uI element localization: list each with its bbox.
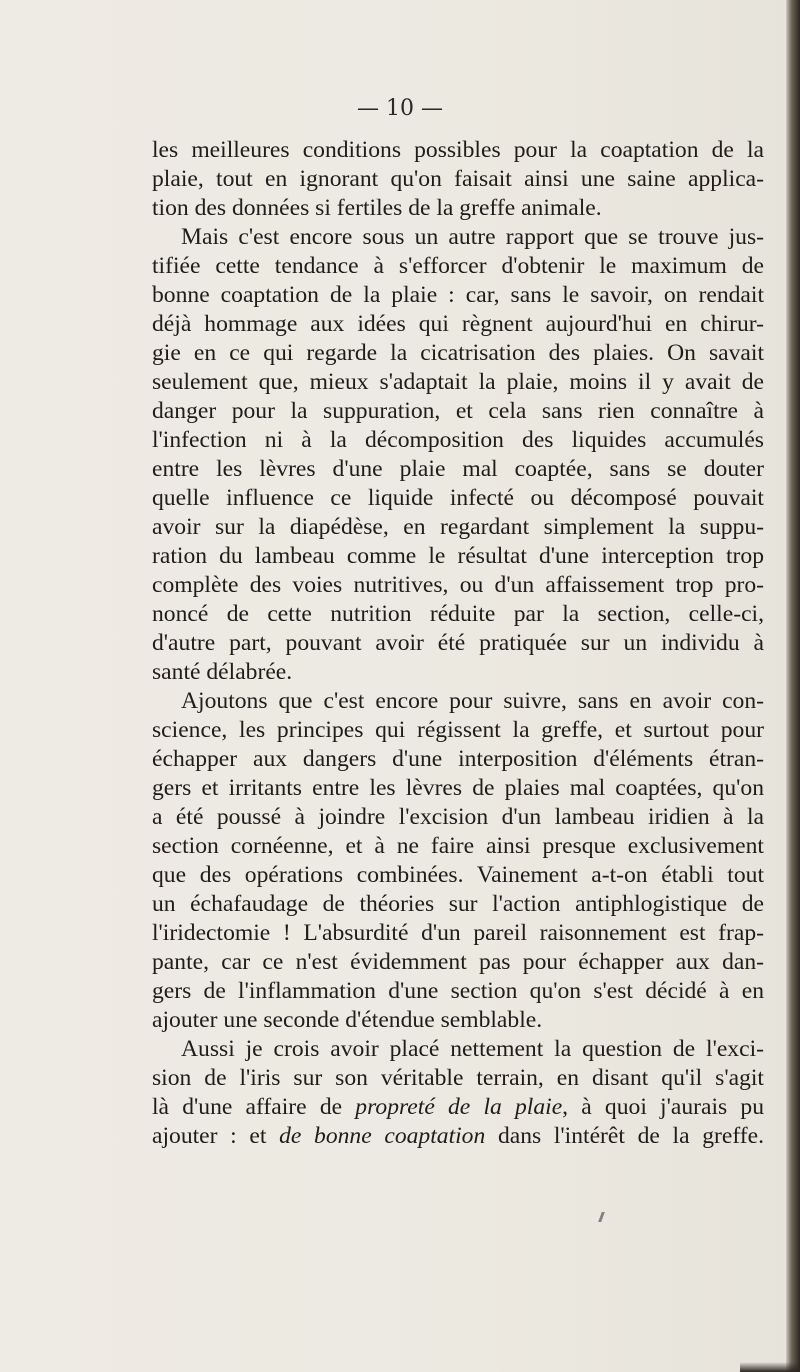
text-line: section cornéenne, et à ne faire ainsi presque exclusivement (152, 833, 764, 859)
text-line: avoir sur la diapédèse, en regardant simplement la suppu- (152, 514, 764, 540)
text-line: noncé de cette nutrition réduite par la section, celle-ci, (152, 601, 764, 627)
text-segment: ajouter : et (152, 1123, 280, 1149)
text-line: d'autre part, pouvant avoir été pratiquée sur un individu à (152, 630, 764, 656)
text-segment: , à quoi j'aurais pu (562, 1094, 764, 1120)
text-line: un échafaudage de théories sur l'action antiphlogistique de (152, 891, 764, 917)
text-segment: là d'une affaire de (152, 1094, 356, 1120)
text-line: que des opérations combinées. Vainement a-t-on établi tout (152, 862, 764, 888)
page-corner-shadow (740, 1362, 800, 1372)
text-line: tifiée cette tendance à s'efforcer d'obtenir le maximum de (152, 253, 764, 279)
text-line: l'infection ni à la décomposition des liquides accumulés (152, 427, 764, 453)
text-line: a été poussé à joindre l'excision d'un lambeau iridien à la (152, 804, 764, 830)
page-number: — 10 — (357, 96, 443, 121)
text-line: seulement que, mieux s'adaptait la plaie, moins il y avait de (152, 369, 764, 395)
text-line: déjà hommage aux idées qui règnent aujourd'hui en chirur- (152, 311, 764, 337)
text-line: quelle influence ce liquide infecté ou décomposé pouvait (152, 485, 764, 511)
text-line: l'iridectomie ! L'absurdité d'un pareil raisonnement est frap- (152, 920, 764, 946)
text-line: danger pour la suppuration, et cela sans rien connaître à (152, 398, 764, 424)
text-line: tion des données si fertiles de la greffe animale. (152, 195, 602, 221)
text-line: gers et irritants entre les lèvres de plaies mal coaptées, qu'on (152, 775, 764, 801)
text-line: gers de l'inflammation d'une section qu'on s'est décidé à en (152, 978, 764, 1004)
text-line: plaie, tout en ignorant qu'on faisait ainsi une saine applica- (152, 166, 764, 192)
italic-phrase: propreté de la plaie (355, 1094, 563, 1120)
text-segment: dans l'intérêt de la greffe. (485, 1123, 764, 1149)
text-line: santé délabrée. (152, 659, 293, 685)
text-line: sion de l'iris sur son véritable terrain, en disant qu'il s'agit (152, 1065, 764, 1091)
body-text (152, 136, 764, 1151)
text-line-with-italic (152, 1122, 764, 1151)
text-line: ajouter une seconde d'étendue semblable. (152, 1007, 543, 1033)
book-spine-shadow (786, 0, 800, 1372)
text-line: pante, car ce n'est évidemment pas pour échapper aux dan- (152, 949, 764, 975)
stray-ink-mark (598, 1212, 605, 1222)
text-line: ration du lambeau comme le résultat d'une interception trop (152, 543, 764, 569)
text-line-with-italic (152, 1093, 764, 1122)
text-line: les meilleures conditions possibles pour la coaptation de la (152, 137, 764, 163)
text-line: gie en ce qui regarde la cicatrisation des plaies. On savait (152, 340, 764, 366)
text-line: Ajoutons que c'est encore pour suivre, sans en avoir con- (181, 688, 764, 714)
text-line: Aussi je crois avoir placé nettement la question de l'exci- (181, 1036, 764, 1062)
text-line: complète des voies nutritives, ou d'un affaissement trop pro- (152, 572, 764, 598)
text-line: bonne coaptation de la plaie : car, sans le savoir, on rendait (152, 282, 764, 308)
italic-phrase: de bonne coaptation (279, 1123, 486, 1149)
text-line: échapper aux dangers d'une interposition d'éléments étran- (152, 746, 764, 772)
text-line: science, les principes qui régissent la greffe, et surtout pour (152, 717, 764, 743)
text-line: entre les lèvres d'une plaie mal coaptée, sans se douter (152, 456, 764, 482)
text-line: Mais c'est encore sous un autre rapport que se trouve jus- (181, 224, 764, 250)
